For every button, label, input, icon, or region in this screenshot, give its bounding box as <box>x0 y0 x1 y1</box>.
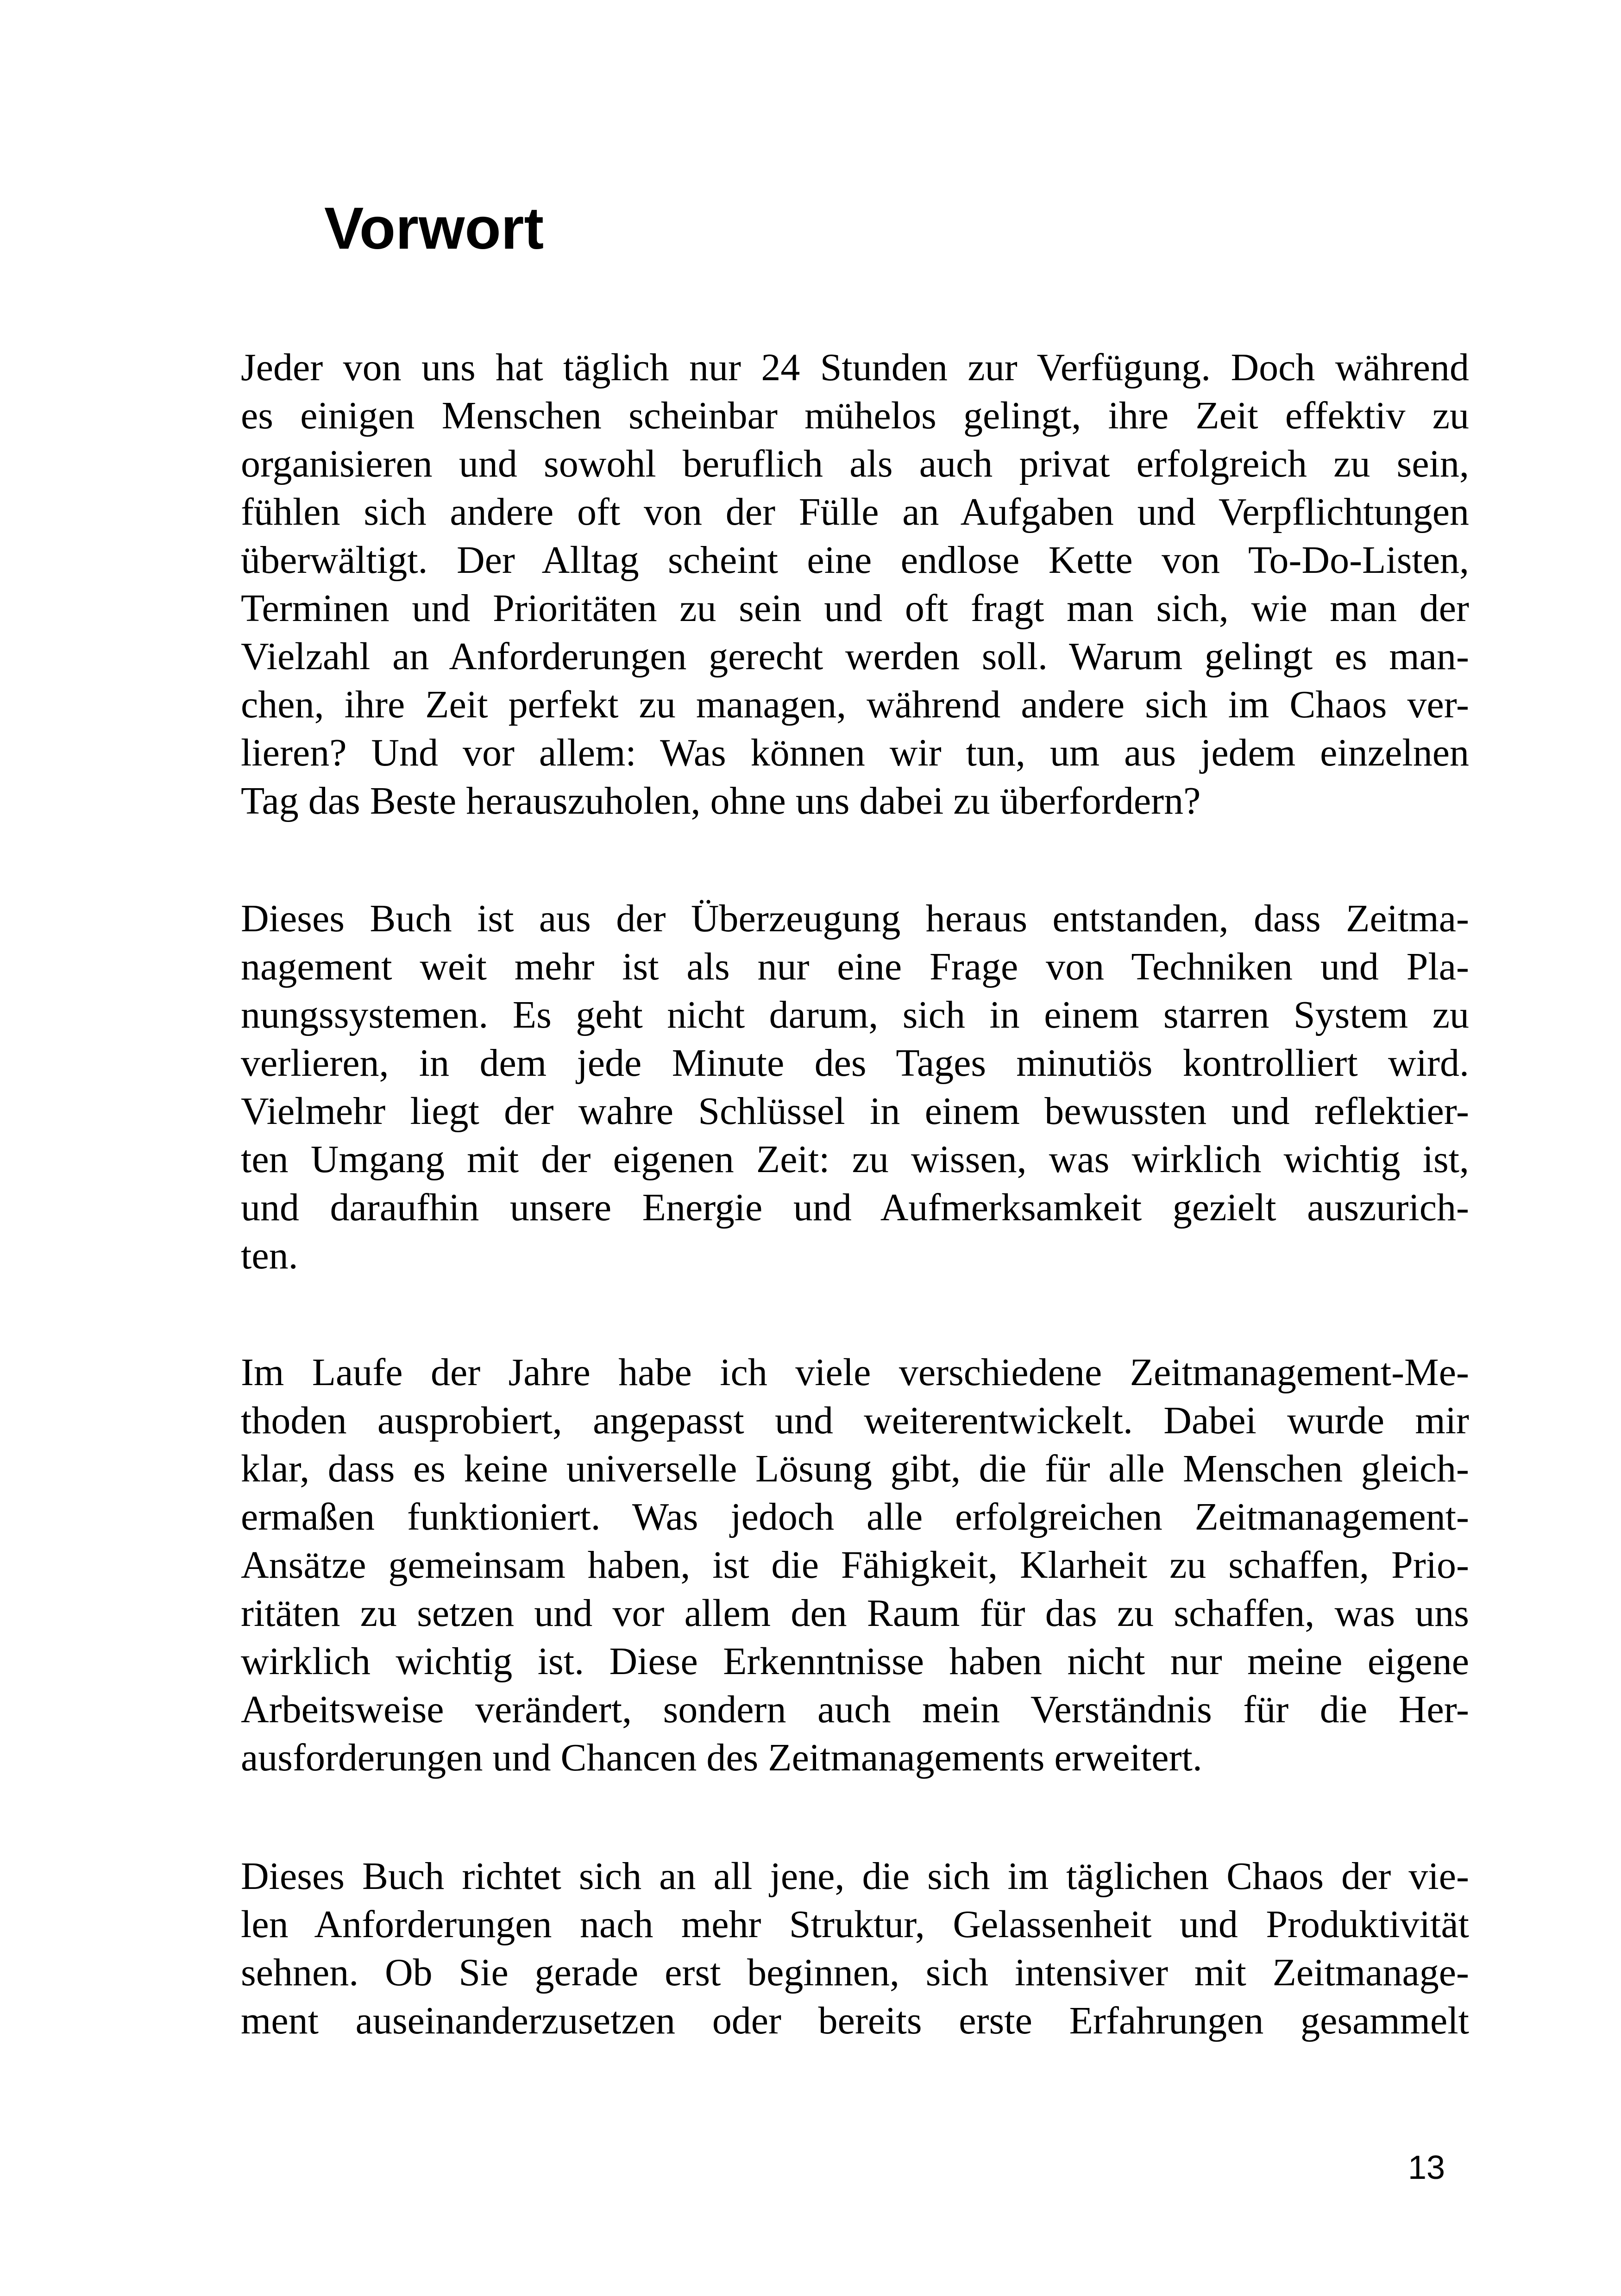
text-line: Dieses Buch ist aus der Überzeugung heraus entstanden, dass Zeitma- <box>241 897 1469 940</box>
text-line: len Anforderungen nach mehr Struktur, Gelassenheit und Produktivität <box>241 1903 1469 1946</box>
text-line: ment auseinanderzusetzen oder bereits erste Erfahrungen gesammelt <box>241 1999 1469 2042</box>
text-line: überwältigt. Der Alltag scheint eine endlose Kette von To-Do-Listen, <box>241 539 1469 582</box>
text-line: chen, ihre Zeit perfekt zu managen, während andere sich im Chaos ver- <box>241 683 1469 726</box>
text-line: Dieses Buch richtet sich an all jene, die sich im täglichen Chaos der vie- <box>241 1855 1469 1898</box>
text-line: Vielzahl an Anforderungen gerecht werden soll. Warum gelingt es man- <box>241 635 1469 678</box>
text-line: lieren? Und vor allem: Was können wir tun, um aus jedem einzelnen <box>241 731 1469 774</box>
page-title: Vorwort <box>324 195 544 262</box>
text-line: Im Laufe der Jahre habe ich viele verschiedene Zeitmanagement-Me- <box>241 1351 1469 1394</box>
page-number: 13 <box>1408 2149 1445 2186</box>
text-line: organisieren und sowohl beruflich als auch privat erfolgreich zu sein, <box>241 442 1469 485</box>
paragraph-2 <box>241 895 1469 1280</box>
text-line: Vielmehr liegt der wahre Schlüssel in einem bewussten und reflektier- <box>241 1090 1469 1133</box>
paragraph-3 <box>241 1349 1469 1782</box>
text-line: Terminen und Prioritäten zu sein und oft fragt man sich, wie man der <box>241 587 1469 630</box>
text-line: thoden ausprobiert, angepasst und weiterentwickelt. Dabei wurde mir <box>241 1399 1469 1442</box>
text-line: es einigen Menschen scheinbar mühelos gelingt, ihre Zeit effektiv zu <box>241 394 1469 437</box>
text-line: nagement weit mehr ist als nur eine Frage von Techniken und Pla- <box>241 945 1469 988</box>
text-line: wirklich wichtig ist. Diese Erkenntnisse haben nicht nur meine eigene <box>241 1640 1469 1683</box>
text-line: Arbeitsweise verändert, sondern auch mein Verständnis für die Her- <box>241 1688 1469 1731</box>
text-line: Jeder von uns hat täglich nur 24 Stunden zur Verfügung. Doch während <box>241 346 1469 389</box>
text-line: Tag das Beste herauszuholen, ohne uns dabei zu überfordern? <box>241 779 1201 822</box>
text-line: ritäten zu setzen und vor allem den Raum für das zu schaffen, was uns <box>241 1592 1469 1635</box>
text-line: ermaßen funktioniert. Was jedoch alle erfolgreichen Zeitmanagement- <box>241 1495 1469 1538</box>
text-line: sehnen. Ob Sie gerade erst beginnen, sich intensiver mit Zeitmanage- <box>241 1951 1469 1994</box>
paragraph-4 <box>241 1852 1469 2045</box>
text-line: ten. <box>241 1234 298 1277</box>
paragraph-1 <box>241 344 1469 825</box>
text-line: nungssystemen. Es geht nicht darum, sich in einem starren System zu <box>241 993 1469 1036</box>
text-line: fühlen sich andere oft von der Fülle an Aufgaben und Verpflichtungen <box>241 490 1469 533</box>
text-line: verlieren, in dem jede Minute des Tages minutiös kontrolliert wird. <box>241 1041 1469 1085</box>
text-line: Ansätze gemeinsam haben, ist die Fähigkeit, Klarheit zu schaffen, Prio- <box>241 1543 1469 1587</box>
text-line: ten Umgang mit der eigenen Zeit: zu wissen, was wirklich wichtig ist, <box>241 1138 1469 1181</box>
text-line: und daraufhin unsere Energie und Aufmerksamkeit gezielt auszurich- <box>241 1186 1469 1229</box>
text-line: ausforderungen und Chancen des Zeitmanagements erweitert. <box>241 1736 1202 1779</box>
text-line: klar, dass es keine universelle Lösung gibt, die für alle Menschen gleich- <box>241 1447 1469 1490</box>
